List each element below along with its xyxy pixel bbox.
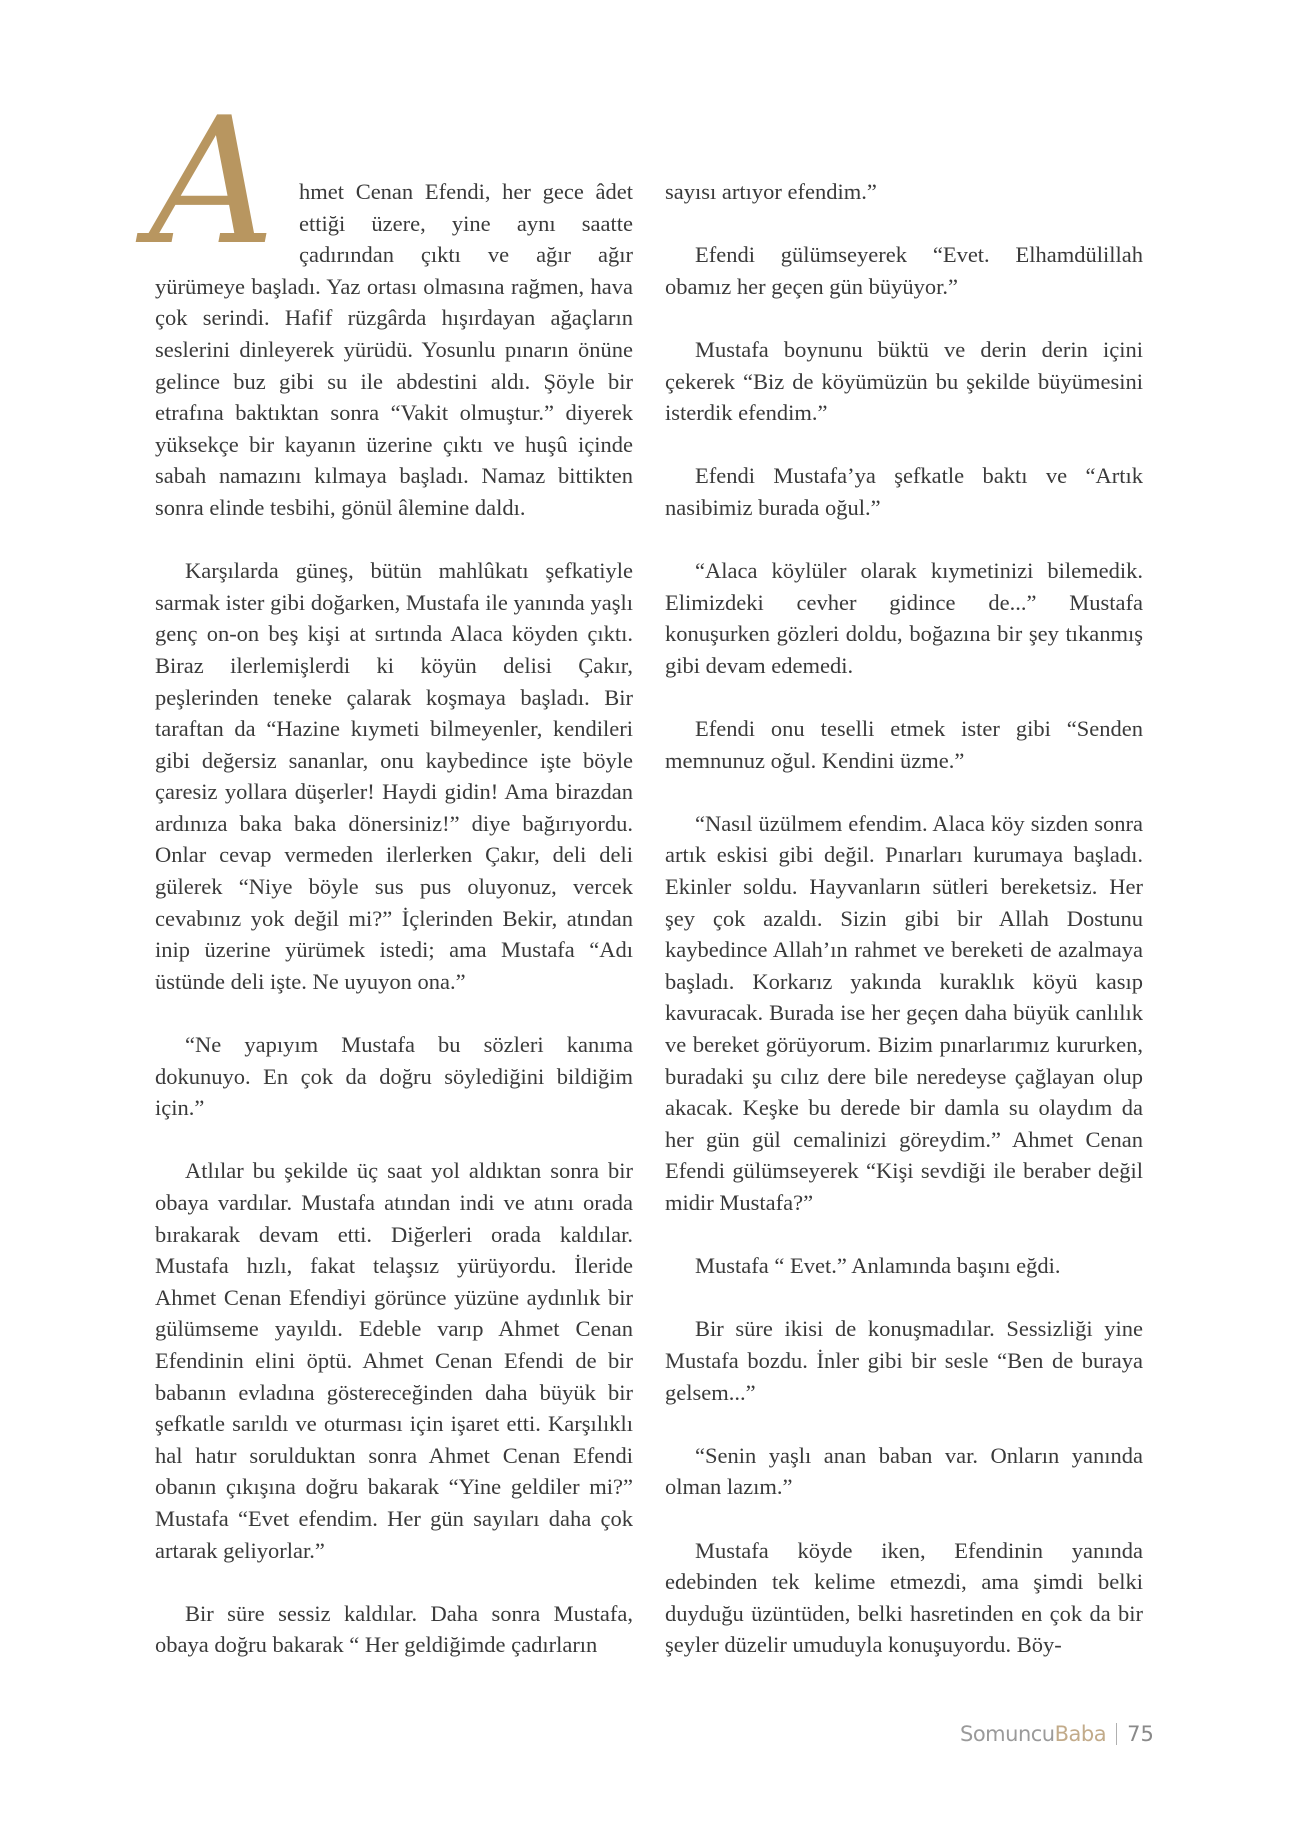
paragraph-4: Atlılar bu şekilde üç saat yol aldıktan sonra bir obaya vardılar. Mustafa atından indi ve atını orada bırakarak devam etti. Diğerleri orada kaldılar. Mustafa hızlı, fakat telaşsız yürüyordu. İleride Ahmet Cenan Efendiyi görünce yüzüne aydınlık bir gülümseme yayıldı. Edeble varıp Ahmet Cenan Efendinin elini öptü. Ahmet Cenan Efendi de bir babanın evladına göstereceğinden daha büyük bir şefkatle sarıldı ve oturması için işaret etti. Karşılıklı hal hatır sorulduktan sonra Ahmet Cenan Efendi obanın çıkışına doğru bakarak “Yine geldiler mi?” Mustafa “Evet efendim. Her gün sayıları daha çok artarak geliyorlar.” — [155, 1158, 633, 1563]
paragraph-9: “Alaca köylüler olarak kıymetinizi bilemedik. Elimizdeki cevher gidince de...” Mustafa konuşurken gözleri doldu, boğazına bir şey tıkanmış gibi devam edemedi. — [665, 558, 1143, 678]
drop-cap-letter: A — [149, 81, 276, 284]
page-footer — [960, 1722, 1154, 1746]
paragraph-5: Bir süre sessiz kaldılar. Daha sonra Mustafa, obaya doğru bakarak “ Her geldiğimde çadırların — [155, 1600, 633, 1658]
paragraph-12: Mustafa “ Evet.” Anlamında başını eğdi. — [695, 1253, 1061, 1279]
paragraph-3: “Ne yapıyım Mustafa bu sözleri kanıma dokunuyo. En çok da doğru söylediğini bildiğim için.” — [155, 1032, 633, 1121]
paragraph-8: Efendi Mustafa’ya şefkatle baktı ve “Artık nasibimiz burada oğul.” — [665, 463, 1143, 520]
magazine-logo — [960, 1722, 1106, 1746]
paragraph-11: “Nasıl üzülmem efendim. Alaca köy sizden sonra artık eskisi gibi değil. Pınarları kurumaya başladı. Ekinler soldu. Hayvanların sütleri bereketsiz. Her şey çok azaldı. Sizin gibi bir Allah Dostunu kaybedince Allah’ın rahmet ve bereketi de azalmaya başladı. Korkarız yakında kuraklık köyü kasıp kavuracak. Burada ise her geçen daha büyük canlılık ve bereket görüyorum. Bizim pınarlarımız kururken, buradaki şu cılız dere bile neredeyse çağlayan olup akacak. Keşke bu derede bir damla su olaydım da her gün gül cemalinizi göreydim.” Ahmet Cenan Efendi gülümseyerek “Kişi sevdiği ile beraber değil midir Mustafa?” — [665, 810, 1143, 1215]
right-column — [665, 176, 1143, 1693]
logo-part-somuncu: Somuncu — [960, 1722, 1055, 1746]
paragraph-15: Mustafa köyde iken, Efendinin yanında edebinden tek kelime etmezdi, ama şimdi belki duyduğu üzüntüden, belki hasretinden en çok da bir şeyler düzelir umuduyla konuşuyordu. Böy- — [665, 1537, 1143, 1658]
paragraph-14: “Senin yaşlı anan baban var. Onların yanında olman lazım.” — [665, 1442, 1143, 1500]
paragraph-2: Karşılarda güneş, bütün mahlûkatı şefkatiyle sarmak ister gibi doğarken, Mustafa ile yanında yaşlı genç on-on beş kişi at sırtında Alaca köyden çıktı. Biraz ilerlemişlerdi ki köyün delisi Çakır, peşlerinden teneke çalarak koşmaya başladı. Bir taraftan da “Hazine kıymeti bilmeyenler, kendileri gibi değersiz sananlar, onu kaybedince işte böyle çaresiz yollara düşerler! Haydi gidin! Ama birazdan ardınıza baka baka dönersiniz!” diye bağırıyordu. Onlar cevap vermeden ilerlerken Çakır, deli deli gülerek “Niye böyle sus pus oluyonuz, vercek cevabınız yok değil mi?” İçlerinden Bekir, atından inip üzerine yürümek istedi; ama Mustafa “Adı üstünde deli işte. Ne uyuyon ona.” — [155, 558, 633, 994]
paragraph-6: Efendi gülümseyerek “Evet. Elhamdülillah obamız her geçen gün büyüyor.” — [665, 242, 1143, 299]
logo-part-baba: Baba — [1054, 1722, 1107, 1746]
paragraph-text: hmet Cenan Efendi, her gece âdet ettiği üzere, yine aynı saatte çadırından çıktı ve ağır ağır yürümeye başladı. Yaz ortası olmasına rağmen, hava çok serindi. Hafif rüzgârda hışırdayan ağaçların seslerini dinleyerek yürüdü. Yosunlu pınarın önüne gelince buz gibi su ile abdestini aldı. Şöyle bir etrafına baktıktan sonra “Vakit olmuştur.” diyerek yüksekçe bir kayanın üzerine çıktı ve huşû içinde sabah namazını kılmaya başladı. Namaz bittikten sonra elinde tesbihi, gönül âlemine daldı. — [155, 179, 633, 520]
footer-divider — [1116, 1723, 1117, 1745]
page-number: 75 — [1127, 1722, 1154, 1746]
left-column — [149, 81, 633, 1693]
paragraph-10: Efendi onu teselli etmek ister gibi “Senden memnunuz oğul. Kendini üzme.” — [665, 716, 1143, 773]
paragraph-7: Mustafa boynunu büktü ve derin derin içini çekerek “Biz de köyümüzün bu şekilde büyümesini isterdik efendim.” — [665, 336, 1143, 426]
paragraph-1 — [149, 81, 633, 524]
paragraph-13: Bir süre ikisi de konuşmadılar. Sessizliği yine Mustafa bozdu. İnler gibi bir sesle “Ben de buraya gelsem...” — [665, 1316, 1143, 1405]
paragraph-continued: sayısı artıyor efendim.” — [665, 179, 877, 204]
